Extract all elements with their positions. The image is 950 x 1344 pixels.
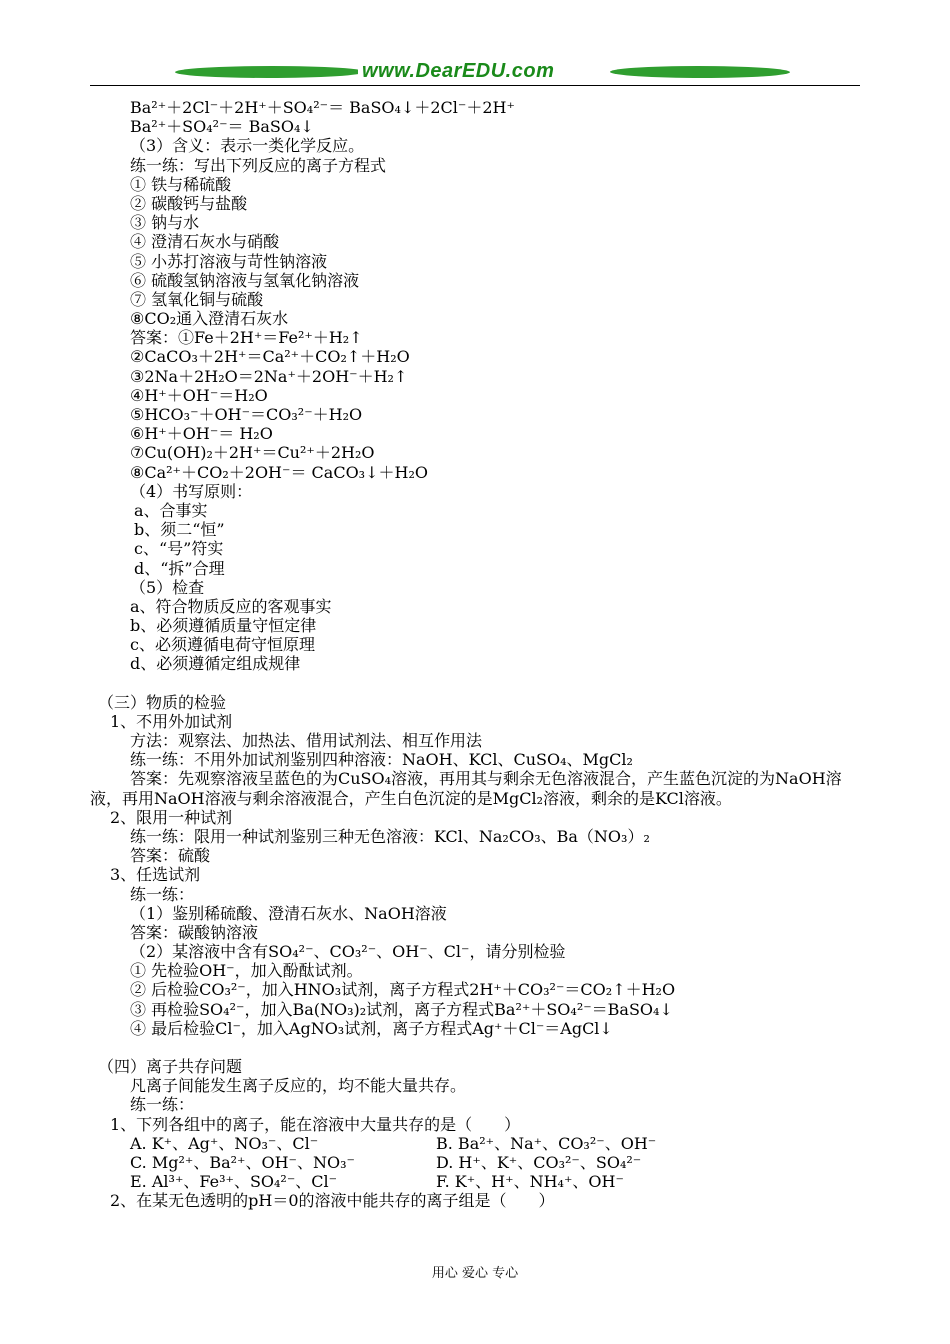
text-line: ⑤HCO₃⁻＋OH⁻＝CO₃²⁻＋H₂O xyxy=(130,405,363,424)
text-line: ⑦ 氢氧化铜与硫酸 xyxy=(130,289,264,309)
question-line: 1、下列各组中的离子，能在溶液中大量共存的是（ ） xyxy=(110,1114,521,1134)
option-row xyxy=(90,1172,860,1191)
blank-line xyxy=(90,674,860,693)
text-line: a、合事实 xyxy=(134,500,208,520)
section-heading: （三）物质的检验 xyxy=(98,692,227,712)
option-row xyxy=(90,1153,860,1172)
text-line: ① 铁与稀硫酸 xyxy=(130,174,232,194)
text-line: 练一练： xyxy=(130,884,195,904)
text-line: 练一练：限用一种试剂鉴别三种无色溶液：KCl、Na₂CO₃、Ba（NO₃）₂ xyxy=(130,826,650,846)
subsection-heading: 1、不用外加试剂 xyxy=(110,711,233,731)
text-line: a、符合物质反应的客观事实 xyxy=(130,596,332,616)
text-line: Ba²⁺＋2Cl⁻＋2H⁺＋SO₄²⁻＝ BaSO₄↓＋2Cl⁻＋2H⁺ xyxy=(130,98,515,117)
text-line: 凡离子间能发生离子反应的，均不能大量共存。 xyxy=(130,1076,467,1096)
text-line: ③ 再检验SO₄²⁻，加入Ba(NO₃)₂试剂，离子方程式Ba²⁺＋SO₄²⁻＝BaSO₄↓ xyxy=(130,999,673,1019)
text-line: ⑤ 小苏打溶液与苛性钠溶液 xyxy=(130,251,328,271)
text-line: ② 后检验CO₃²⁻，加入HNO₃试剂，离子方程式2H⁺＋CO₃²⁻＝CO₂↑＋H₂O xyxy=(130,980,676,1000)
text-line: ⑧CO₂通入澄清石灰水 xyxy=(130,309,289,329)
text-line: ④ 最后检验Cl⁻，加入AgNO₃试剂，离子方程式Ag⁺＋Cl⁻＝AgCl↓ xyxy=(130,1018,613,1038)
text-line: ⑥H⁺＋OH⁻＝ H₂O xyxy=(130,424,273,444)
green-swoosh-right-icon xyxy=(608,66,792,78)
subsection-heading: 3、任选试剂 xyxy=(110,865,201,885)
text-line: ⑧Ca²⁺＋CO₂＋2OH⁻＝ CaCO₃↓＋H₂O xyxy=(130,462,428,482)
text-line: c、必须遵循电荷守恒原理 xyxy=(130,635,315,655)
text-line: Ba²⁺＋SO₄²⁻＝ BaSO₄↓ xyxy=(130,117,314,137)
text-line: （4）书写原则： xyxy=(130,481,253,501)
text-line: 练一练： xyxy=(130,1095,195,1115)
text-line: ⑦Cu(OH)₂＋2H⁺＝Cu²⁺＋2H₂O xyxy=(130,443,375,463)
header-rule xyxy=(90,85,860,86)
text-line: ③ 钠与水 xyxy=(130,213,200,233)
text-line: c、“号”符实 xyxy=(134,539,224,559)
text-line: 方法：观察法、加热法、借用试剂法、相互作用法 xyxy=(130,731,483,750)
green-swoosh-left-icon xyxy=(173,66,367,78)
text-line: （1）鉴别稀硫酸、澄清石灰水、NaOH溶液 xyxy=(130,903,447,923)
text-line: ② 碳酸钙与盐酸 xyxy=(130,193,248,213)
text-line: （2）某溶液中含有SO₄²⁻、CO₃²⁻、OH⁻、Cl⁻，请分别检验 xyxy=(130,942,566,962)
text-line: ⑥ 硫酸氢钠溶液与氢氧化钠溶液 xyxy=(130,270,360,290)
text-line: ① 先检验OH⁻，加入酚酞试剂。 xyxy=(130,961,363,981)
text-line: ④ 澄清石灰水与硝酸 xyxy=(130,232,280,252)
text-line: ③2Na＋2H₂O＝2Na⁺＋2OH⁻＋H₂↑ xyxy=(130,366,408,386)
text-line: d、必须遵循定组成规律 xyxy=(130,654,301,674)
text-line: ④H⁺＋OH⁻＝H₂O xyxy=(130,385,268,405)
text-line: 练一练：写出下列反应的离子方程式 xyxy=(130,155,387,175)
text-line: （5）检查 xyxy=(130,577,205,597)
text-line: d、“拆”合理 xyxy=(134,558,225,578)
option-d: D. H⁺、K⁺、CO₃²⁻、SO₄²⁻ xyxy=(436,1152,642,1172)
document-body xyxy=(90,98,860,1211)
section-heading: （四）离子共存问题 xyxy=(98,1057,243,1077)
text-line: 答案：碳酸钠溶液 xyxy=(130,922,259,942)
page-footer: 用心 爱心 专心 xyxy=(431,1266,519,1281)
text-line: b、必须遵循质量守恒定律 xyxy=(130,616,317,636)
text-paragraph: 答案：先观察溶液呈蓝色的为CuSO₄溶液，再用其与剩余无色溶液混合，产生蓝色沉淀的为NaOH溶液，再用NaOH溶液与剩余溶液混合，产生白色沉淀的是MgCl₂溶液，剩余的是KCl溶液。 xyxy=(90,769,842,808)
option-f: F. K⁺、H⁺、NH₄⁺、OH⁻ xyxy=(436,1172,624,1192)
text-line: （3）含义：表示一类化学反应。 xyxy=(130,136,365,156)
option-b: B. Ba²⁺、Na⁺、CO₃²⁻、OH⁻ xyxy=(436,1133,657,1153)
option-a: A. K⁺、Ag⁺、NO₃⁻、Cl⁻ xyxy=(130,1133,319,1153)
text-line: 答案：①Fe＋2H⁺＝Fe²⁺＋H₂↑ xyxy=(130,328,363,348)
option-c: C. Mg²⁺、Ba²⁺、OH⁻、NO₃⁻ xyxy=(130,1152,355,1172)
blank-line xyxy=(90,1038,860,1057)
text-line: 答案：硫酸 xyxy=(130,846,211,866)
question-line: 2、在某无色透明的pH＝0的溶液中能共存的离子组是（ ） xyxy=(110,1191,555,1211)
option-e: E. Al³⁺、Fe³⁺、SO₄²⁻、Cl⁻ xyxy=(130,1172,338,1192)
page-header xyxy=(90,58,860,92)
subsection-heading: 2、限用一种试剂 xyxy=(110,807,233,827)
text-line: ②CaCO₃＋2H⁺＝Ca²⁺＋CO₂↑＋H₂O xyxy=(130,347,410,367)
text-line: b、须二“恒” xyxy=(134,520,225,540)
option-row xyxy=(90,1134,860,1153)
site-logo: www.DearEDU.com xyxy=(358,60,558,83)
text-line: 练一练：不用外加试剂鉴别四种溶液：NaOH、KCl、CuSO₄、MgCl₂ xyxy=(130,750,633,770)
